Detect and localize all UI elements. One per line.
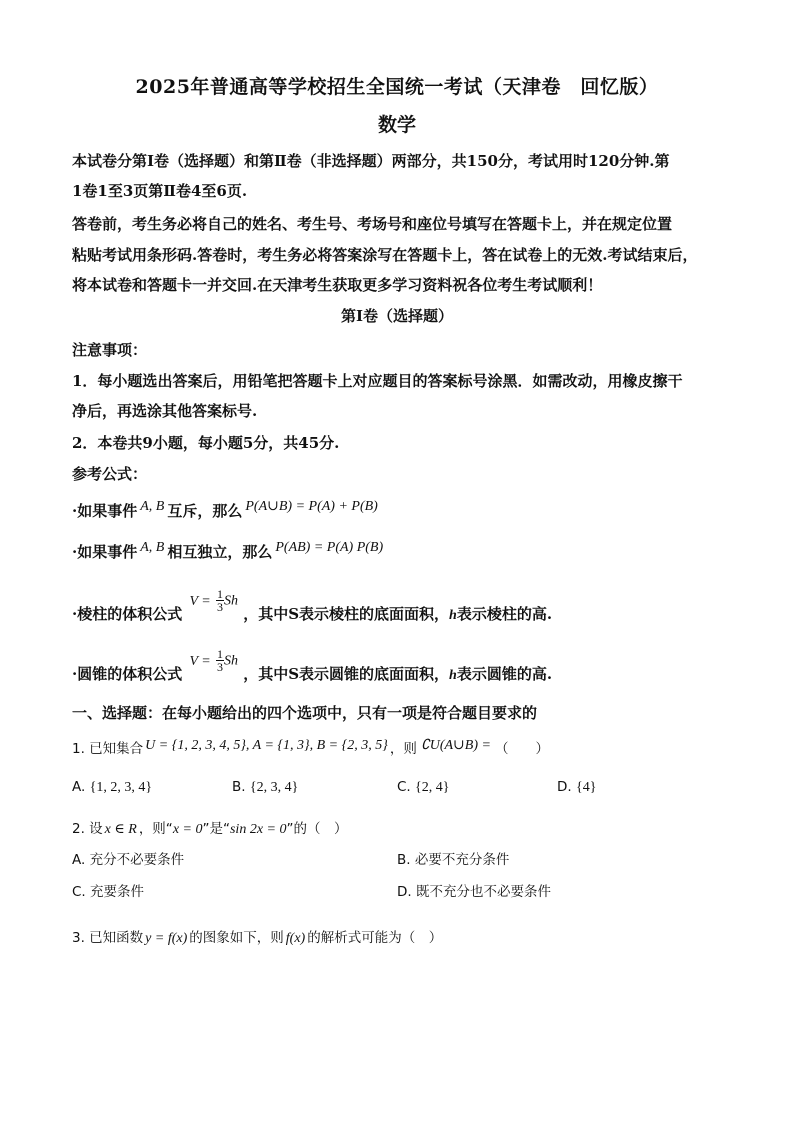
q1-sets: U = {1, 2, 3, 4, 5}, A = {1, 3}, B = {2, 3, 5} xyxy=(145,738,388,753)
formula-2-mid: 相互独立，那么 xyxy=(167,543,273,561)
subject-heading: 数学 xyxy=(377,114,416,136)
intro-line-2: 1卷1至3页第Ⅱ卷4至6页. xyxy=(72,182,248,200)
section-1-title: 第Ⅰ卷（选择题） xyxy=(340,307,454,325)
intro-line-4: 粘贴考试用条形码.答卷时，考生务必将答案涂写在答题卡上，答在试卷上的无效.考试结束后， xyxy=(72,246,698,264)
q2-option-a[interactable] xyxy=(72,848,184,868)
q2-option-c[interactable] xyxy=(72,880,144,900)
q2-stem-b: ，则“ xyxy=(138,821,173,837)
formula-3-rhs: Sh xyxy=(223,593,238,609)
formula-3-denominator: 3 xyxy=(216,600,223,614)
formula-2-expr: P(AB) = P(A) P(B) xyxy=(275,540,384,555)
q2-option-b[interactable] xyxy=(397,848,509,868)
formula-2-prefix: ·如果事件 xyxy=(72,543,138,561)
formula-4-rhs: Sh xyxy=(223,653,238,669)
q1-stem-a: 1. 已知集合 xyxy=(72,741,144,757)
formula-3-suffix-a: ，其中S表示棱柱的底面面积， xyxy=(243,604,450,623)
intro-line-5: 将本试卷和答题卡一并交回.在天津考生获取更多学习资料祝各位考生考试顺利！ xyxy=(72,276,603,294)
formula-3-prefix: ·棱柱的体积公式 xyxy=(72,604,183,623)
formula-1-vars: A, B xyxy=(140,499,165,514)
formulas-heading: 参考公式： xyxy=(72,465,148,483)
q2-cond-2: sin 2x = 0 xyxy=(229,822,287,837)
formula-4-prefix: ·圆锥的体积公式 xyxy=(72,664,183,683)
question-1-stem xyxy=(72,737,549,758)
q2-stem-c: ”是“ xyxy=(202,821,230,837)
formula-independent xyxy=(72,541,383,562)
formula-4-lhs: V = xyxy=(189,653,211,669)
formula-3-lhs: V = xyxy=(189,593,211,609)
q2-option-d-letter: D. xyxy=(397,884,412,900)
q1-option-c[interactable] xyxy=(397,779,449,796)
part-1-heading: 一、选择题：在每小题给出的四个选项中，只有一项是符合题目要求的 xyxy=(72,704,538,722)
formula-1-prefix: ·如果事件 xyxy=(72,502,138,520)
q1-option-c-letter: C. xyxy=(397,779,411,795)
q2-cond-1: x = 0 xyxy=(172,822,203,837)
formula-4-h: h xyxy=(449,667,457,683)
q1-expression: ∁U(A∪B) = xyxy=(420,738,491,753)
q2-option-b-letter: B. xyxy=(397,852,411,868)
q1-option-b[interactable] xyxy=(232,779,298,796)
q2-stem-a: 2. 设 xyxy=(72,821,103,837)
q3-stem-b: 的图象如下，则 xyxy=(189,930,284,946)
notes-item-1-line-1: 1．每小题选出答案后，用铅笔把答题卡上对应题目的答案标号涂黑．如需改动，用橡皮擦干 xyxy=(72,372,683,390)
q2-option-d-text: 既不充分也不必要条件 xyxy=(415,884,551,900)
formula-exclusive xyxy=(72,500,378,521)
formula-1-mid: 互斥，那么 xyxy=(167,502,243,520)
q1-option-b-letter: B. xyxy=(232,779,246,795)
formula-4-fraction xyxy=(216,648,224,673)
formula-cone-volume xyxy=(72,647,553,683)
q2-var: x ∈ R xyxy=(104,822,137,837)
formula-4-suffix-b: 表示圆锥的高. xyxy=(456,664,553,683)
formula-4-suffix-a: ，其中S表示圆锥的底面面积， xyxy=(243,664,450,683)
formula-3-h: h xyxy=(449,607,457,623)
q2-option-b-text: 必要不充分条件 xyxy=(414,852,510,868)
formula-prism-volume xyxy=(72,587,553,623)
q3-func-2: f(x) xyxy=(285,931,306,946)
q1-option-b-text: {2, 3, 4} xyxy=(249,780,299,795)
formula-2-vars: A, B xyxy=(140,540,165,555)
q1-option-a[interactable] xyxy=(72,779,152,796)
formula-1-expr: P(A∪B) = P(A) + P(B) xyxy=(245,499,378,514)
question-2-stem xyxy=(72,817,347,838)
formula-4-denominator: 3 xyxy=(216,660,223,674)
formula-3-fraction xyxy=(216,588,224,613)
q1-stem-b: ，则 xyxy=(389,741,417,757)
question-3-stem xyxy=(72,926,442,947)
q1-paren: （ ） xyxy=(494,741,549,757)
q2-option-d[interactable] xyxy=(397,880,551,900)
q2-option-a-letter: A. xyxy=(72,852,86,868)
q2-stem-d: ”的（ ） xyxy=(286,821,348,837)
q1-option-d[interactable] xyxy=(557,779,596,796)
notes-item-2: 2．本卷共9小题，每小题5分，共45分. xyxy=(72,434,340,452)
intro-line-1: 本试卷分第Ⅰ卷（选择题）和第Ⅱ卷（非选择题）两部分，共150分，考试用时120分钟.第 xyxy=(72,152,670,170)
q3-func: y = f(x) xyxy=(145,931,188,946)
page-title: 2025年普通高等学校招生全国统一考试（天津卷 回忆版） xyxy=(135,76,659,98)
q1-option-a-letter: A. xyxy=(72,779,86,795)
formula-3-numerator: 1 xyxy=(216,587,223,601)
q2-option-c-letter: C. xyxy=(72,884,86,900)
q3-stem-a: 3. 已知函数 xyxy=(72,930,144,946)
q3-stem-c: 的解析式可能为（ ） xyxy=(307,930,443,946)
q1-option-d-letter: D. xyxy=(557,779,572,795)
q2-option-c-text: 充要条件 xyxy=(90,884,145,900)
q1-option-c-text: {2, 4} xyxy=(415,780,450,795)
q1-option-d-text: {4} xyxy=(575,780,597,795)
notes-item-1-line-2: 净后，再选涂其他答案标号. xyxy=(72,402,258,420)
q2-option-a-text: 充分不必要条件 xyxy=(89,852,185,868)
intro-line-3: 答卷前，考生务必将自己的姓名、考生号、考场号和座位号填写在答题卡上，并在规定位置 xyxy=(72,215,673,233)
notes-heading: 注意事项： xyxy=(72,341,148,359)
q1-option-a-text: {1, 2, 3, 4} xyxy=(89,780,153,795)
formula-3-suffix-b: 表示棱柱的高. xyxy=(456,604,553,623)
formula-4-numerator: 1 xyxy=(216,647,223,661)
